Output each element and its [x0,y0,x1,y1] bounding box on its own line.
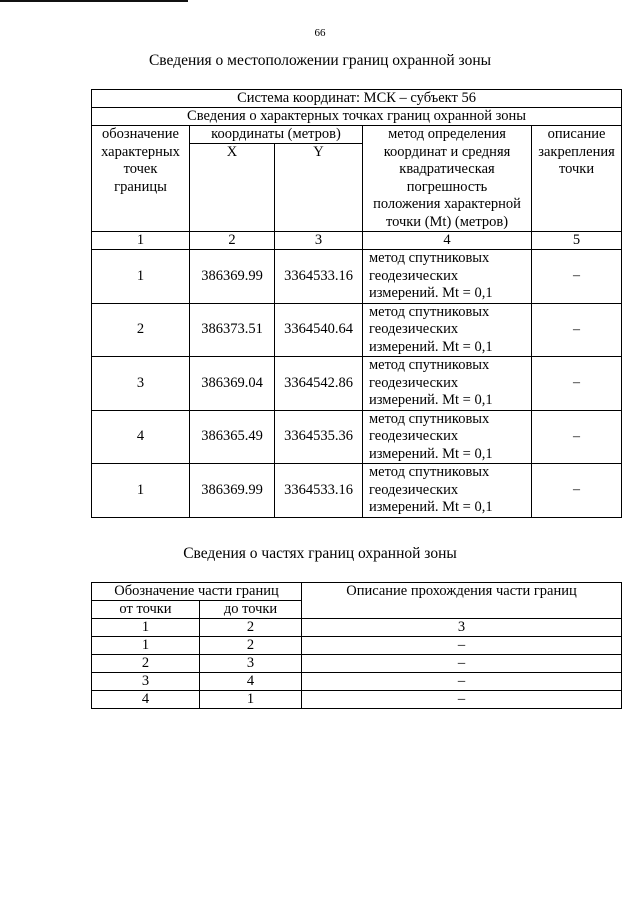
header-line: характерных [101,143,180,160]
method-line: геодезических [369,481,459,498]
method-cell [363,464,532,518]
header-line: границы [114,178,167,195]
section1-title: Сведения о местоположении границ охранной зоны [148,52,492,69]
boundary-points-table [91,89,622,518]
description-cell: – [302,655,622,673]
column-number: 5 [532,232,622,250]
header-to: до точки [200,601,302,619]
method-line: измерений. Mt = 0,1 [369,285,493,301]
header-designation: Обозначение части границ [92,583,302,601]
point-cell: 1 [92,464,190,518]
method-line: метод спутниковых [369,303,490,320]
x-cell: 386369.99 [190,464,275,518]
fixing-cell: – [532,464,622,518]
table-row [92,303,622,357]
table-row [92,673,622,691]
method-line: измерений. Mt = 0,1 [369,445,493,462]
table-row [92,250,622,304]
to-cell: 4 [200,673,302,691]
top-rule [0,0,188,2]
method-line: геодезических [369,267,459,284]
method-line: метод спутниковых [369,464,490,480]
section2-title: Сведения о частях границ охранной зоны [183,545,457,562]
page-number: 66 [314,27,326,39]
point-cell: 3 [92,357,190,411]
from-cell: 1 [92,637,200,655]
to-cell: 1 [200,691,302,709]
header-from: от точки [92,601,200,619]
fixing-cell: – [532,357,622,411]
method-line: метод спутниковых [369,250,490,266]
method-line: измерений. Mt = 0,1 [369,338,493,355]
from-cell: 2 [92,655,200,673]
y-cell: 3364533.16 [275,250,363,304]
point-cell: 4 [92,410,190,464]
table-row [92,410,622,464]
description-cell: – [302,691,622,709]
to-cell: 2 [200,637,302,655]
column-number: 2 [190,232,275,250]
header-line: погрешность [406,178,488,195]
point-cell: 1 [92,250,190,304]
header-line: квадратическая [399,161,495,177]
table-row [92,357,622,411]
header-y: Y [275,144,363,232]
header-method [363,126,532,232]
header-line: закрепления [538,143,615,160]
method-cell [363,357,532,411]
boundary-parts-table [91,582,622,709]
x-cell: 386369.99 [190,250,275,304]
header-line: описание [547,126,606,142]
table-row [92,637,622,655]
from-cell: 3 [92,673,200,691]
to-cell: 3 [200,655,302,673]
y-cell: 3364542.86 [275,357,363,411]
header-description: Описание прохождения части границ [302,583,622,619]
header-line: обозначение [102,126,179,142]
column-number: 2 [200,619,302,637]
column-number: 1 [92,232,190,250]
method-cell [363,303,532,357]
method-line: измерений. Mt = 0,1 [369,499,493,515]
method-line: метод спутниковых [369,357,490,373]
method-line: измерений. Mt = 0,1 [369,392,493,408]
fixing-cell: – [532,250,622,304]
header-line: положения характерной [373,196,521,212]
point-cell: 2 [92,303,190,357]
header-line: точки (Mt) (метров) [385,213,509,230]
description-cell: – [302,673,622,691]
table-row [92,655,622,673]
header-fixing-description [532,126,622,232]
method-cell [363,250,532,304]
table-row [92,691,622,709]
column-number: 1 [92,619,200,637]
method-line: метод спутниковых [369,410,490,427]
fixing-cell: – [532,410,622,464]
header-line: точки [558,161,595,177]
header-line: координат и средняя [383,143,511,160]
x-cell: 386369.04 [190,357,275,411]
y-cell: 3364540.64 [275,303,363,357]
x-cell: 386365.49 [190,410,275,464]
from-cell: 4 [92,691,200,709]
header-point-designation [92,126,190,232]
column-number: 4 [363,232,532,250]
method-line: геодезических [369,321,459,337]
method-line: геодезических [369,428,459,444]
header-line: метод определения [388,126,506,142]
header-line: точек [123,161,158,177]
fixing-cell: – [532,303,622,357]
table-row [92,464,622,518]
y-cell: 3364533.16 [275,464,363,518]
header-coordinates: координаты (метров) [190,126,363,144]
method-line: геодезических [369,374,459,391]
coordinate-system-cell: Система координат: МСК – субъект 56 [92,90,622,108]
table-subtitle-cell: Сведения о характерных точках границ охранной зоны [92,108,622,126]
x-cell: 386373.51 [190,303,275,357]
column-number: 3 [302,619,622,637]
method-cell [363,410,532,464]
description-cell: – [302,637,622,655]
column-number: 3 [275,232,363,250]
header-x: X [190,144,275,232]
y-cell: 3364535.36 [275,410,363,464]
